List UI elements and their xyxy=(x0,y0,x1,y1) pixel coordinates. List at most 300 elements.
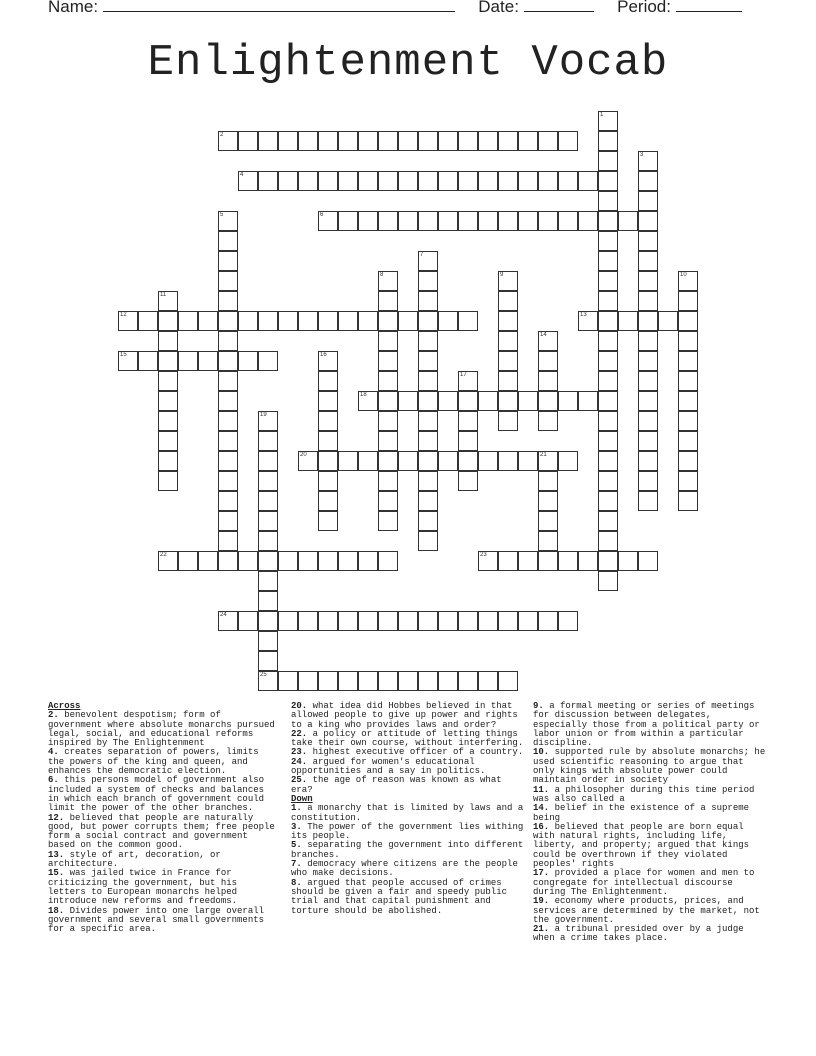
grid-cell[interactable] xyxy=(618,211,638,231)
grid-cell[interactable] xyxy=(498,451,518,471)
grid-cell[interactable] xyxy=(158,451,178,471)
grid-cell[interactable] xyxy=(278,171,298,191)
grid-cell[interactable] xyxy=(418,131,438,151)
grid-cell[interactable] xyxy=(218,311,238,331)
grid-cell[interactable] xyxy=(378,271,398,291)
grid-cell[interactable] xyxy=(258,531,278,551)
grid-cell[interactable] xyxy=(438,131,458,151)
grid-cell[interactable] xyxy=(518,211,538,231)
grid-cell[interactable] xyxy=(598,551,618,571)
grid-cell[interactable] xyxy=(218,411,238,431)
grid-cell[interactable] xyxy=(338,551,358,571)
grid-cell[interactable] xyxy=(378,331,398,351)
grid-cell[interactable] xyxy=(378,211,398,231)
grid-cell[interactable] xyxy=(638,231,658,251)
grid-cell[interactable] xyxy=(158,411,178,431)
grid-cell[interactable] xyxy=(338,611,358,631)
grid-cell[interactable] xyxy=(678,431,698,451)
grid-cell[interactable] xyxy=(158,351,178,371)
grid-cell[interactable] xyxy=(278,611,298,631)
grid-cell[interactable] xyxy=(458,471,478,491)
grid-cell[interactable] xyxy=(538,131,558,151)
grid-cell[interactable] xyxy=(218,271,238,291)
grid-cell[interactable] xyxy=(318,491,338,511)
grid-cell[interactable] xyxy=(458,311,478,331)
grid-cell[interactable] xyxy=(318,451,338,471)
grid-cell[interactable] xyxy=(458,371,478,391)
grid-cell[interactable] xyxy=(378,171,398,191)
grid-cell[interactable] xyxy=(298,451,318,471)
grid-cell[interactable] xyxy=(578,171,598,191)
grid-cell[interactable] xyxy=(538,171,558,191)
grid-cell[interactable] xyxy=(118,311,138,331)
grid-cell[interactable] xyxy=(658,311,678,331)
grid-cell[interactable] xyxy=(218,391,238,411)
grid-cell[interactable] xyxy=(598,271,618,291)
grid-cell[interactable] xyxy=(278,131,298,151)
grid-cell[interactable] xyxy=(318,551,338,571)
grid-cell[interactable] xyxy=(638,371,658,391)
grid-cell[interactable] xyxy=(498,391,518,411)
grid-cell[interactable] xyxy=(218,371,238,391)
grid-cell[interactable] xyxy=(558,211,578,231)
grid-cell[interactable] xyxy=(358,611,378,631)
clue-item xyxy=(533,869,769,897)
grid-cell[interactable] xyxy=(378,371,398,391)
grid-cell[interactable] xyxy=(678,471,698,491)
grid-cell[interactable] xyxy=(598,231,618,251)
grid-cell[interactable] xyxy=(458,671,478,691)
grid-cell[interactable] xyxy=(498,351,518,371)
grid-cell[interactable] xyxy=(378,391,398,411)
grid-cell[interactable] xyxy=(118,351,138,371)
grid-cell[interactable] xyxy=(318,391,338,411)
grid-cell[interactable] xyxy=(578,211,598,231)
grid-cell[interactable] xyxy=(218,511,238,531)
grid-cell[interactable] xyxy=(458,211,478,231)
grid-cell[interactable] xyxy=(518,611,538,631)
grid-cell[interactable] xyxy=(338,311,358,331)
grid-cell[interactable] xyxy=(298,551,318,571)
grid-cell[interactable] xyxy=(178,551,198,571)
grid-cell[interactable] xyxy=(598,171,618,191)
grid-cell[interactable] xyxy=(198,551,218,571)
grid-cell[interactable] xyxy=(278,311,298,331)
grid-cell[interactable] xyxy=(378,611,398,631)
grid-cell[interactable] xyxy=(618,551,638,571)
grid-cell[interactable] xyxy=(258,671,278,691)
grid-cell[interactable] xyxy=(638,451,658,471)
grid-cell[interactable] xyxy=(498,211,518,231)
grid-cell[interactable] xyxy=(458,451,478,471)
grid-cell[interactable] xyxy=(378,411,398,431)
grid-cell[interactable] xyxy=(198,351,218,371)
grid-cell[interactable] xyxy=(238,611,258,631)
grid-cell[interactable] xyxy=(438,611,458,631)
grid-cell[interactable] xyxy=(438,451,458,471)
grid-cell[interactable] xyxy=(398,451,418,471)
grid-cell[interactable] xyxy=(418,511,438,531)
grid-cell[interactable] xyxy=(678,491,698,511)
grid-cell[interactable] xyxy=(498,411,518,431)
grid-cell[interactable] xyxy=(298,131,318,151)
grid-cell[interactable] xyxy=(678,391,698,411)
grid-cell[interactable] xyxy=(558,391,578,411)
grid-cell[interactable] xyxy=(338,171,358,191)
grid-cell[interactable] xyxy=(558,451,578,471)
grid-cell[interactable] xyxy=(598,411,618,431)
grid-cell[interactable] xyxy=(458,431,478,451)
grid-cell[interactable] xyxy=(558,551,578,571)
grid-cell[interactable] xyxy=(558,611,578,631)
grid-cell[interactable] xyxy=(498,271,518,291)
grid-cell[interactable] xyxy=(338,131,358,151)
clue-item-text: creates separation of powers, limits the powers of the king and queen, and enhances the democratic election. xyxy=(48,747,259,777)
grid-cell[interactable] xyxy=(398,131,418,151)
grid-cell[interactable] xyxy=(418,171,438,191)
grid-cell[interactable] xyxy=(418,211,438,231)
grid-cell[interactable] xyxy=(678,371,698,391)
grid-cell[interactable] xyxy=(158,291,178,311)
grid-cell[interactable] xyxy=(218,211,238,231)
grid-cell[interactable] xyxy=(138,311,158,331)
grid-cell[interactable] xyxy=(278,551,298,571)
grid-cell[interactable] xyxy=(498,131,518,151)
grid-cell[interactable] xyxy=(398,311,418,331)
grid-cell[interactable] xyxy=(478,611,498,631)
grid-cell[interactable] xyxy=(498,311,518,331)
grid-cell[interactable] xyxy=(378,311,398,331)
grid-cell[interactable] xyxy=(478,671,498,691)
grid-cell[interactable] xyxy=(638,251,658,271)
grid-cell[interactable] xyxy=(638,471,658,491)
grid-cell[interactable] xyxy=(598,311,618,331)
grid-cell[interactable] xyxy=(258,571,278,591)
grid-cell[interactable] xyxy=(598,111,618,131)
grid-cell[interactable] xyxy=(178,351,198,371)
grid-cell[interactable] xyxy=(378,551,398,571)
grid-cell[interactable] xyxy=(478,211,498,231)
grid-cell[interactable] xyxy=(198,311,218,331)
grid-cell[interactable] xyxy=(598,351,618,371)
grid-cell[interactable] xyxy=(578,311,598,331)
grid-cell[interactable] xyxy=(478,551,498,571)
grid-cell[interactable] xyxy=(538,351,558,371)
grid-cell[interactable] xyxy=(258,631,278,651)
grid-cell[interactable] xyxy=(598,191,618,211)
grid-cell[interactable] xyxy=(238,551,258,571)
grid-cell[interactable] xyxy=(298,311,318,331)
grid-cell[interactable] xyxy=(298,171,318,191)
grid-cell[interactable] xyxy=(498,371,518,391)
grid-cell[interactable] xyxy=(418,451,438,471)
grid-cell[interactable] xyxy=(318,431,338,451)
grid-cell[interactable] xyxy=(418,411,438,431)
grid-cell[interactable] xyxy=(318,371,338,391)
grid-cell[interactable] xyxy=(638,411,658,431)
grid-cell[interactable] xyxy=(218,231,238,251)
grid-cell[interactable] xyxy=(498,291,518,311)
grid-cell[interactable] xyxy=(258,131,278,151)
clue-number: 10 xyxy=(680,272,687,278)
grid-cell[interactable] xyxy=(478,391,498,411)
grid-cell[interactable] xyxy=(538,331,558,351)
grid-cell[interactable] xyxy=(638,191,658,211)
grid-cell[interactable] xyxy=(538,451,558,471)
grid-cell[interactable] xyxy=(518,551,538,571)
grid-cell[interactable] xyxy=(258,591,278,611)
grid-cell[interactable] xyxy=(498,671,518,691)
grid-cell[interactable] xyxy=(258,471,278,491)
grid-cell[interactable] xyxy=(218,451,238,471)
grid-cell[interactable] xyxy=(138,351,158,371)
grid-cell[interactable] xyxy=(638,311,658,331)
grid-cell[interactable] xyxy=(678,351,698,371)
grid-cell[interactable] xyxy=(258,171,278,191)
grid-cell[interactable] xyxy=(458,391,478,411)
grid-cell[interactable] xyxy=(598,251,618,271)
grid-cell[interactable] xyxy=(638,391,658,411)
grid-cell[interactable] xyxy=(258,311,278,331)
grid-cell[interactable] xyxy=(498,551,518,571)
grid-cell[interactable] xyxy=(218,531,238,551)
grid-cell[interactable] xyxy=(398,171,418,191)
grid-cell[interactable] xyxy=(418,531,438,551)
grid-cell[interactable] xyxy=(158,431,178,451)
grid-cell[interactable] xyxy=(318,411,338,431)
grid-cell[interactable] xyxy=(498,171,518,191)
grid-cell[interactable] xyxy=(438,171,458,191)
grid-cell[interactable] xyxy=(318,171,338,191)
grid-cell[interactable] xyxy=(598,391,618,411)
grid-cell[interactable] xyxy=(358,211,378,231)
grid-cell[interactable] xyxy=(438,671,458,691)
grid-cell[interactable] xyxy=(678,291,698,311)
grid-cell[interactable] xyxy=(378,451,398,471)
grid-cell[interactable] xyxy=(238,351,258,371)
grid-cell[interactable] xyxy=(398,671,418,691)
grid-cell[interactable] xyxy=(418,611,438,631)
grid-cell[interactable] xyxy=(578,551,598,571)
date-label: Date: xyxy=(478,0,519,16)
grid-cell[interactable] xyxy=(378,291,398,311)
grid-cell[interactable] xyxy=(398,611,418,631)
grid-cell[interactable] xyxy=(418,391,438,411)
grid-cell[interactable] xyxy=(218,351,238,371)
grid-cell[interactable] xyxy=(358,131,378,151)
grid-cell[interactable] xyxy=(538,371,558,391)
grid-cell[interactable] xyxy=(358,551,378,571)
grid-cell[interactable] xyxy=(598,511,618,531)
grid-cell[interactable] xyxy=(538,211,558,231)
grid-cell[interactable] xyxy=(178,311,198,331)
grid-cell[interactable] xyxy=(358,171,378,191)
clue-item-text: a tribunal presided over by a judge when a crime takes place. xyxy=(533,924,744,944)
grid-cell[interactable] xyxy=(398,211,418,231)
grid-cell[interactable] xyxy=(218,131,238,151)
grid-cell[interactable] xyxy=(598,211,618,231)
grid-cell[interactable] xyxy=(338,451,358,471)
grid-cell[interactable] xyxy=(418,671,438,691)
grid-cell[interactable] xyxy=(598,371,618,391)
grid-cell[interactable] xyxy=(458,611,478,631)
grid-cell[interactable] xyxy=(538,491,558,511)
grid-cell[interactable] xyxy=(498,611,518,631)
grid-cell[interactable] xyxy=(418,431,438,451)
grid-cell[interactable] xyxy=(258,431,278,451)
grid-cell[interactable] xyxy=(218,471,238,491)
grid-cell[interactable] xyxy=(418,491,438,511)
grid-cell[interactable] xyxy=(418,271,438,291)
grid-cell[interactable] xyxy=(378,491,398,511)
grid-cell[interactable] xyxy=(358,391,378,411)
grid-cell[interactable] xyxy=(318,511,338,531)
grid-cell[interactable] xyxy=(638,171,658,191)
grid-cell[interactable] xyxy=(638,351,658,371)
grid-cell[interactable] xyxy=(258,491,278,511)
grid-cell[interactable] xyxy=(258,551,278,571)
grid-cell[interactable] xyxy=(318,351,338,371)
grid-cell[interactable] xyxy=(318,671,338,691)
grid-cell[interactable] xyxy=(598,431,618,451)
grid-cell[interactable] xyxy=(238,311,258,331)
grid-cell[interactable] xyxy=(378,131,398,151)
grid-cell[interactable] xyxy=(598,151,618,171)
grid-cell[interactable] xyxy=(158,471,178,491)
grid-cell[interactable] xyxy=(598,531,618,551)
grid-cell[interactable] xyxy=(258,451,278,471)
grid-cell[interactable] xyxy=(638,491,658,511)
grid-cell[interactable] xyxy=(538,471,558,491)
grid-cell[interactable] xyxy=(218,251,238,271)
grid-cell[interactable] xyxy=(298,671,318,691)
grid-cell[interactable] xyxy=(218,611,238,631)
grid-cell[interactable] xyxy=(598,331,618,351)
grid-cell[interactable] xyxy=(218,331,238,351)
grid-cell[interactable] xyxy=(258,411,278,431)
grid-cell[interactable] xyxy=(158,551,178,571)
grid-cell[interactable] xyxy=(318,471,338,491)
grid-cell[interactable] xyxy=(338,671,358,691)
grid-cell[interactable] xyxy=(498,331,518,351)
grid-cell[interactable] xyxy=(438,211,458,231)
grid-cell[interactable] xyxy=(678,271,698,291)
grid-cell[interactable] xyxy=(438,391,458,411)
grid-cell[interactable] xyxy=(598,491,618,511)
grid-cell[interactable] xyxy=(218,291,238,311)
grid-cell[interactable] xyxy=(418,251,438,271)
grid-cell[interactable] xyxy=(238,131,258,151)
grid-cell[interactable] xyxy=(338,211,358,231)
grid-cell[interactable] xyxy=(218,491,238,511)
grid-cell[interactable] xyxy=(538,611,558,631)
grid-cell[interactable] xyxy=(378,431,398,451)
grid-cell[interactable] xyxy=(418,291,438,311)
grid-cell[interactable] xyxy=(358,671,378,691)
grid-cell[interactable] xyxy=(478,131,498,151)
grid-cell[interactable] xyxy=(598,131,618,151)
grid-cell[interactable] xyxy=(318,611,338,631)
grid-cell[interactable] xyxy=(418,351,438,371)
grid-cell[interactable] xyxy=(278,671,298,691)
grid-cell[interactable] xyxy=(538,411,558,431)
grid-cell[interactable] xyxy=(418,311,438,331)
grid-cell[interactable] xyxy=(158,391,178,411)
grid-cell[interactable] xyxy=(318,311,338,331)
grid-cell[interactable] xyxy=(418,331,438,351)
grid-cell[interactable] xyxy=(418,371,438,391)
grid-cell[interactable] xyxy=(678,451,698,471)
grid-cell[interactable] xyxy=(458,411,478,431)
grid-cell[interactable] xyxy=(678,411,698,431)
grid-cell[interactable] xyxy=(398,391,418,411)
grid-cell[interactable] xyxy=(238,171,258,191)
grid-cell[interactable] xyxy=(638,431,658,451)
grid-cell[interactable] xyxy=(158,311,178,331)
grid-cell[interactable] xyxy=(258,511,278,531)
grid-cell[interactable] xyxy=(638,551,658,571)
clues-column-3 xyxy=(533,702,769,944)
grid-cell[interactable] xyxy=(318,131,338,151)
grid-cell[interactable] xyxy=(258,351,278,371)
grid-cell[interactable] xyxy=(378,511,398,531)
grid-cell[interactable] xyxy=(538,551,558,571)
grid-cell[interactable] xyxy=(538,391,558,411)
grid-cell[interactable] xyxy=(598,451,618,471)
grid-cell[interactable] xyxy=(518,391,538,411)
grid-cell[interactable] xyxy=(638,151,658,171)
grid-cell[interactable] xyxy=(358,311,378,331)
grid-cell[interactable] xyxy=(218,431,238,451)
grid-cell[interactable] xyxy=(518,451,538,471)
grid-cell[interactable] xyxy=(318,211,338,231)
grid-cell[interactable] xyxy=(558,171,578,191)
grid-cell[interactable] xyxy=(458,131,478,151)
grid-cell[interactable] xyxy=(638,271,658,291)
grid-cell[interactable] xyxy=(598,291,618,311)
grid-cell[interactable] xyxy=(298,611,318,631)
grid-cell[interactable] xyxy=(158,331,178,351)
grid-cell[interactable] xyxy=(358,451,378,471)
grid-cell[interactable] xyxy=(638,211,658,231)
grid-cell[interactable] xyxy=(638,291,658,311)
grid-cell[interactable] xyxy=(598,571,618,591)
grid-cell[interactable] xyxy=(678,331,698,351)
grid-cell[interactable] xyxy=(638,331,658,351)
grid-cell[interactable] xyxy=(558,131,578,151)
grid-cell[interactable] xyxy=(478,171,498,191)
grid-cell[interactable] xyxy=(158,371,178,391)
grid-cell[interactable] xyxy=(518,171,538,191)
grid-cell[interactable] xyxy=(538,511,558,531)
grid-cell[interactable] xyxy=(438,311,458,331)
grid-cell[interactable] xyxy=(418,471,438,491)
grid-cell[interactable] xyxy=(618,311,638,331)
grid-cell[interactable] xyxy=(218,551,238,571)
grid-cell[interactable] xyxy=(258,611,278,631)
grid-cell[interactable] xyxy=(518,131,538,151)
grid-cell[interactable] xyxy=(478,451,498,471)
grid-cell[interactable] xyxy=(378,671,398,691)
grid-cell[interactable] xyxy=(378,471,398,491)
grid-cell[interactable] xyxy=(678,311,698,331)
grid-cell[interactable] xyxy=(538,531,558,551)
grid-cell[interactable] xyxy=(458,171,478,191)
grid-cell[interactable] xyxy=(598,471,618,491)
grid-cell[interactable] xyxy=(258,651,278,671)
grid-cell[interactable] xyxy=(578,391,598,411)
grid-cell[interactable] xyxy=(378,351,398,371)
